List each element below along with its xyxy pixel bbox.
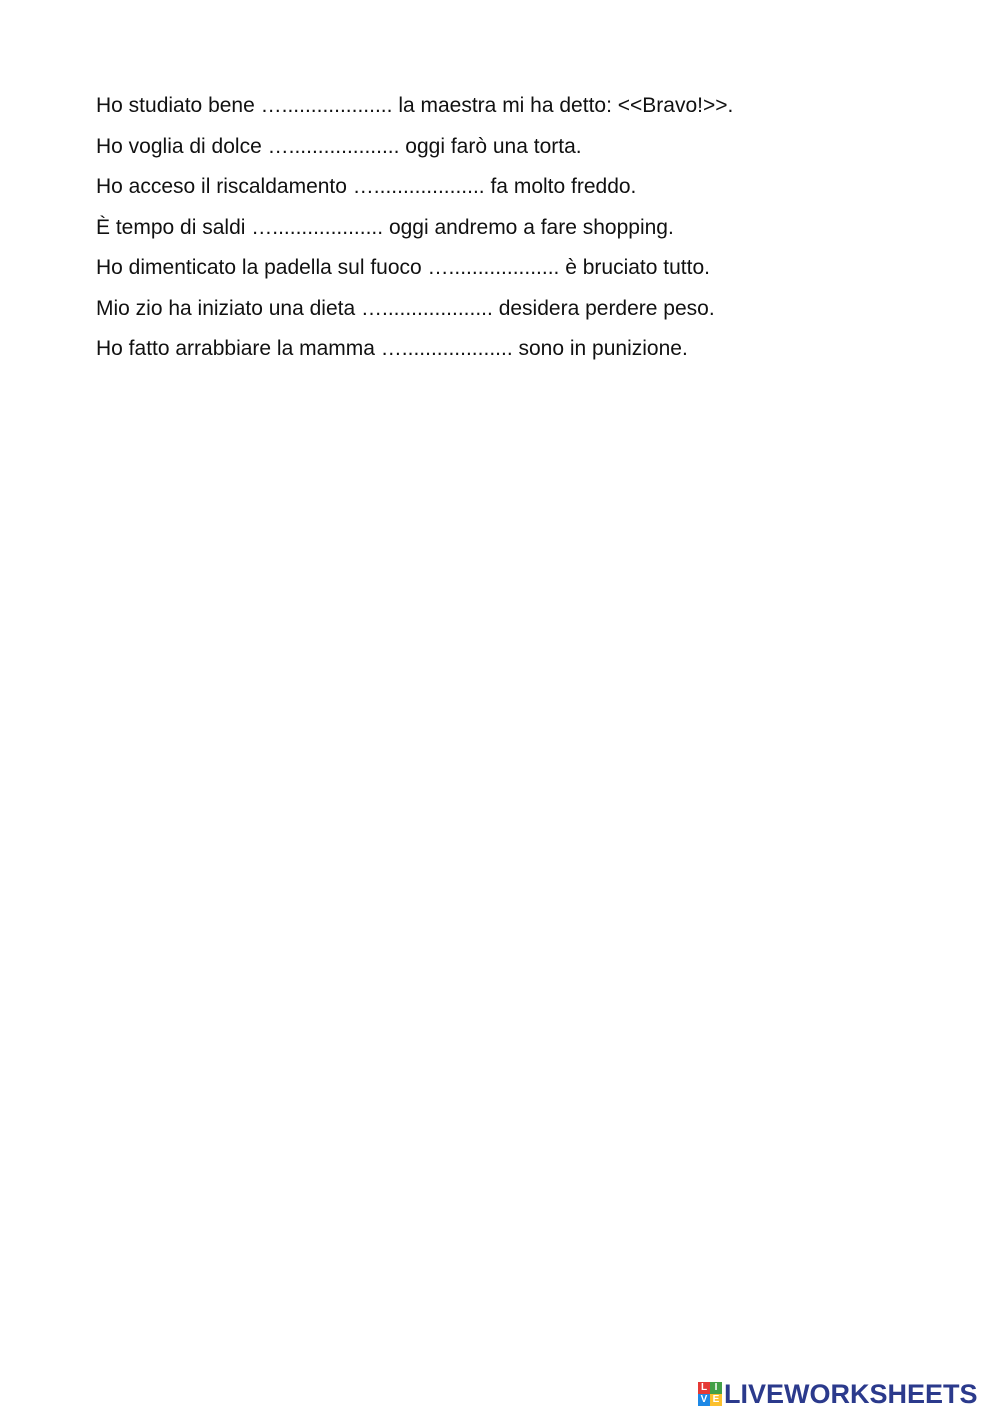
sentence-text-after: desidera perdere peso. [492, 296, 715, 320]
sentence-text-before: Ho studiato bene [96, 94, 261, 117]
sentence-4 [96, 216, 956, 240]
sentence-2 [96, 135, 956, 159]
brand-watermark [698, 1379, 978, 1409]
sentence-1 [96, 94, 956, 118]
blank-field[interactable]: …................... [380, 337, 513, 360]
sentence-text-before: Ho dimenticato la padella sul fuoco [96, 256, 428, 279]
sentence-text-after: la maestra mi ha detto: <<Bravo!>>. [392, 94, 734, 117]
sentence-text-before: Ho voglia di dolce [96, 134, 268, 158]
brand-name: LIVEWORKSHEETS [724, 1379, 978, 1409]
blank-field[interactable]: …................... [427, 256, 560, 279]
sentence-6 [96, 297, 956, 321]
logo-tile: E [710, 1394, 722, 1406]
blank-field[interactable]: …................... [260, 94, 393, 117]
sentence-text-after: fa molto freddo. [484, 175, 637, 198]
worksheet-body [96, 94, 956, 378]
sentence-5 [96, 256, 956, 280]
sentence-text-after: oggi andremo a fare shopping. [383, 215, 674, 239]
sentence-text-before: Ho fatto arrabbiare la mamma [96, 337, 381, 360]
sentence-3 [96, 175, 956, 199]
sentence-text-after: sono in punizione. [512, 337, 688, 360]
sentence-text-before: Mio zio ha iniziato una dieta [96, 296, 361, 320]
logo-tile: L [698, 1382, 710, 1394]
liveworksheets-logo-icon [698, 1382, 722, 1406]
sentence-text-after: è bruciato tutto. [559, 256, 710, 279]
sentence-text-after: oggi farò una torta. [399, 134, 582, 158]
logo-tile: I [710, 1382, 722, 1394]
blank-field[interactable]: …................... [352, 175, 485, 198]
blank-field[interactable]: …................... [361, 296, 493, 320]
sentence-7 [96, 337, 956, 361]
sentence-text-before: Ho acceso il riscaldamento [96, 175, 353, 198]
blank-field[interactable]: …................... [251, 215, 384, 239]
logo-tile: V [698, 1394, 710, 1406]
sentence-text-before: È tempo di saldi [96, 215, 252, 239]
blank-field[interactable]: …................... [267, 134, 400, 158]
